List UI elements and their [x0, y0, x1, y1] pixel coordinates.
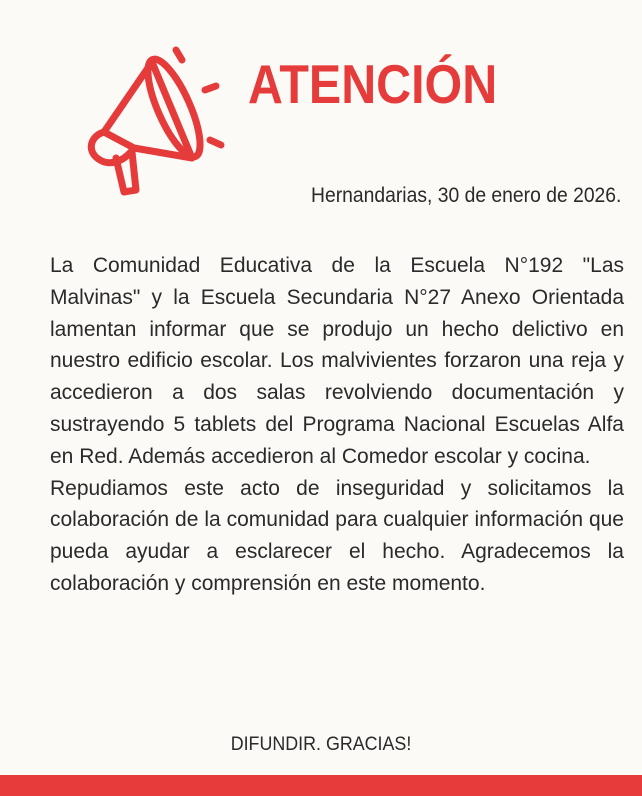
- notice-paragraph-1: La Comunidad Educativa de la Escuela N°192 "Las Malvinas" y la Escuela Secundaria N°27 Anexo Orientada lamentan informar que se produjo un hecho delictivo en nuestro edificio escolar. Los malvivientes forzaron una reja y accedieron a dos salas revolviendo documentación y sustrayendo 5 tablets del Programa Nacional Escuelas Alfa en Red. Además accedieron al Comedor escolar y cocina.: [50, 254, 624, 468]
- notice-body: [50, 250, 624, 600]
- notice-paragraph-2: Repudiamos este acto de inseguridad y solicitamos la colaboración de la comunidad para cualquier información que pueda ayudar a esclarecer el hecho. Agradecemos la colaboración y comprensión en este momento.: [50, 476, 624, 595]
- footer-message: DIFUNDIR. GRACIAS!: [230, 734, 412, 755]
- bottom-accent-bar: [0, 775, 642, 796]
- megaphone-icon: [70, 40, 230, 205]
- notice-title: ATENCIÓN: [248, 53, 498, 115]
- notice-date: Hernandarias, 30 de enero de 2026.: [310, 184, 621, 207]
